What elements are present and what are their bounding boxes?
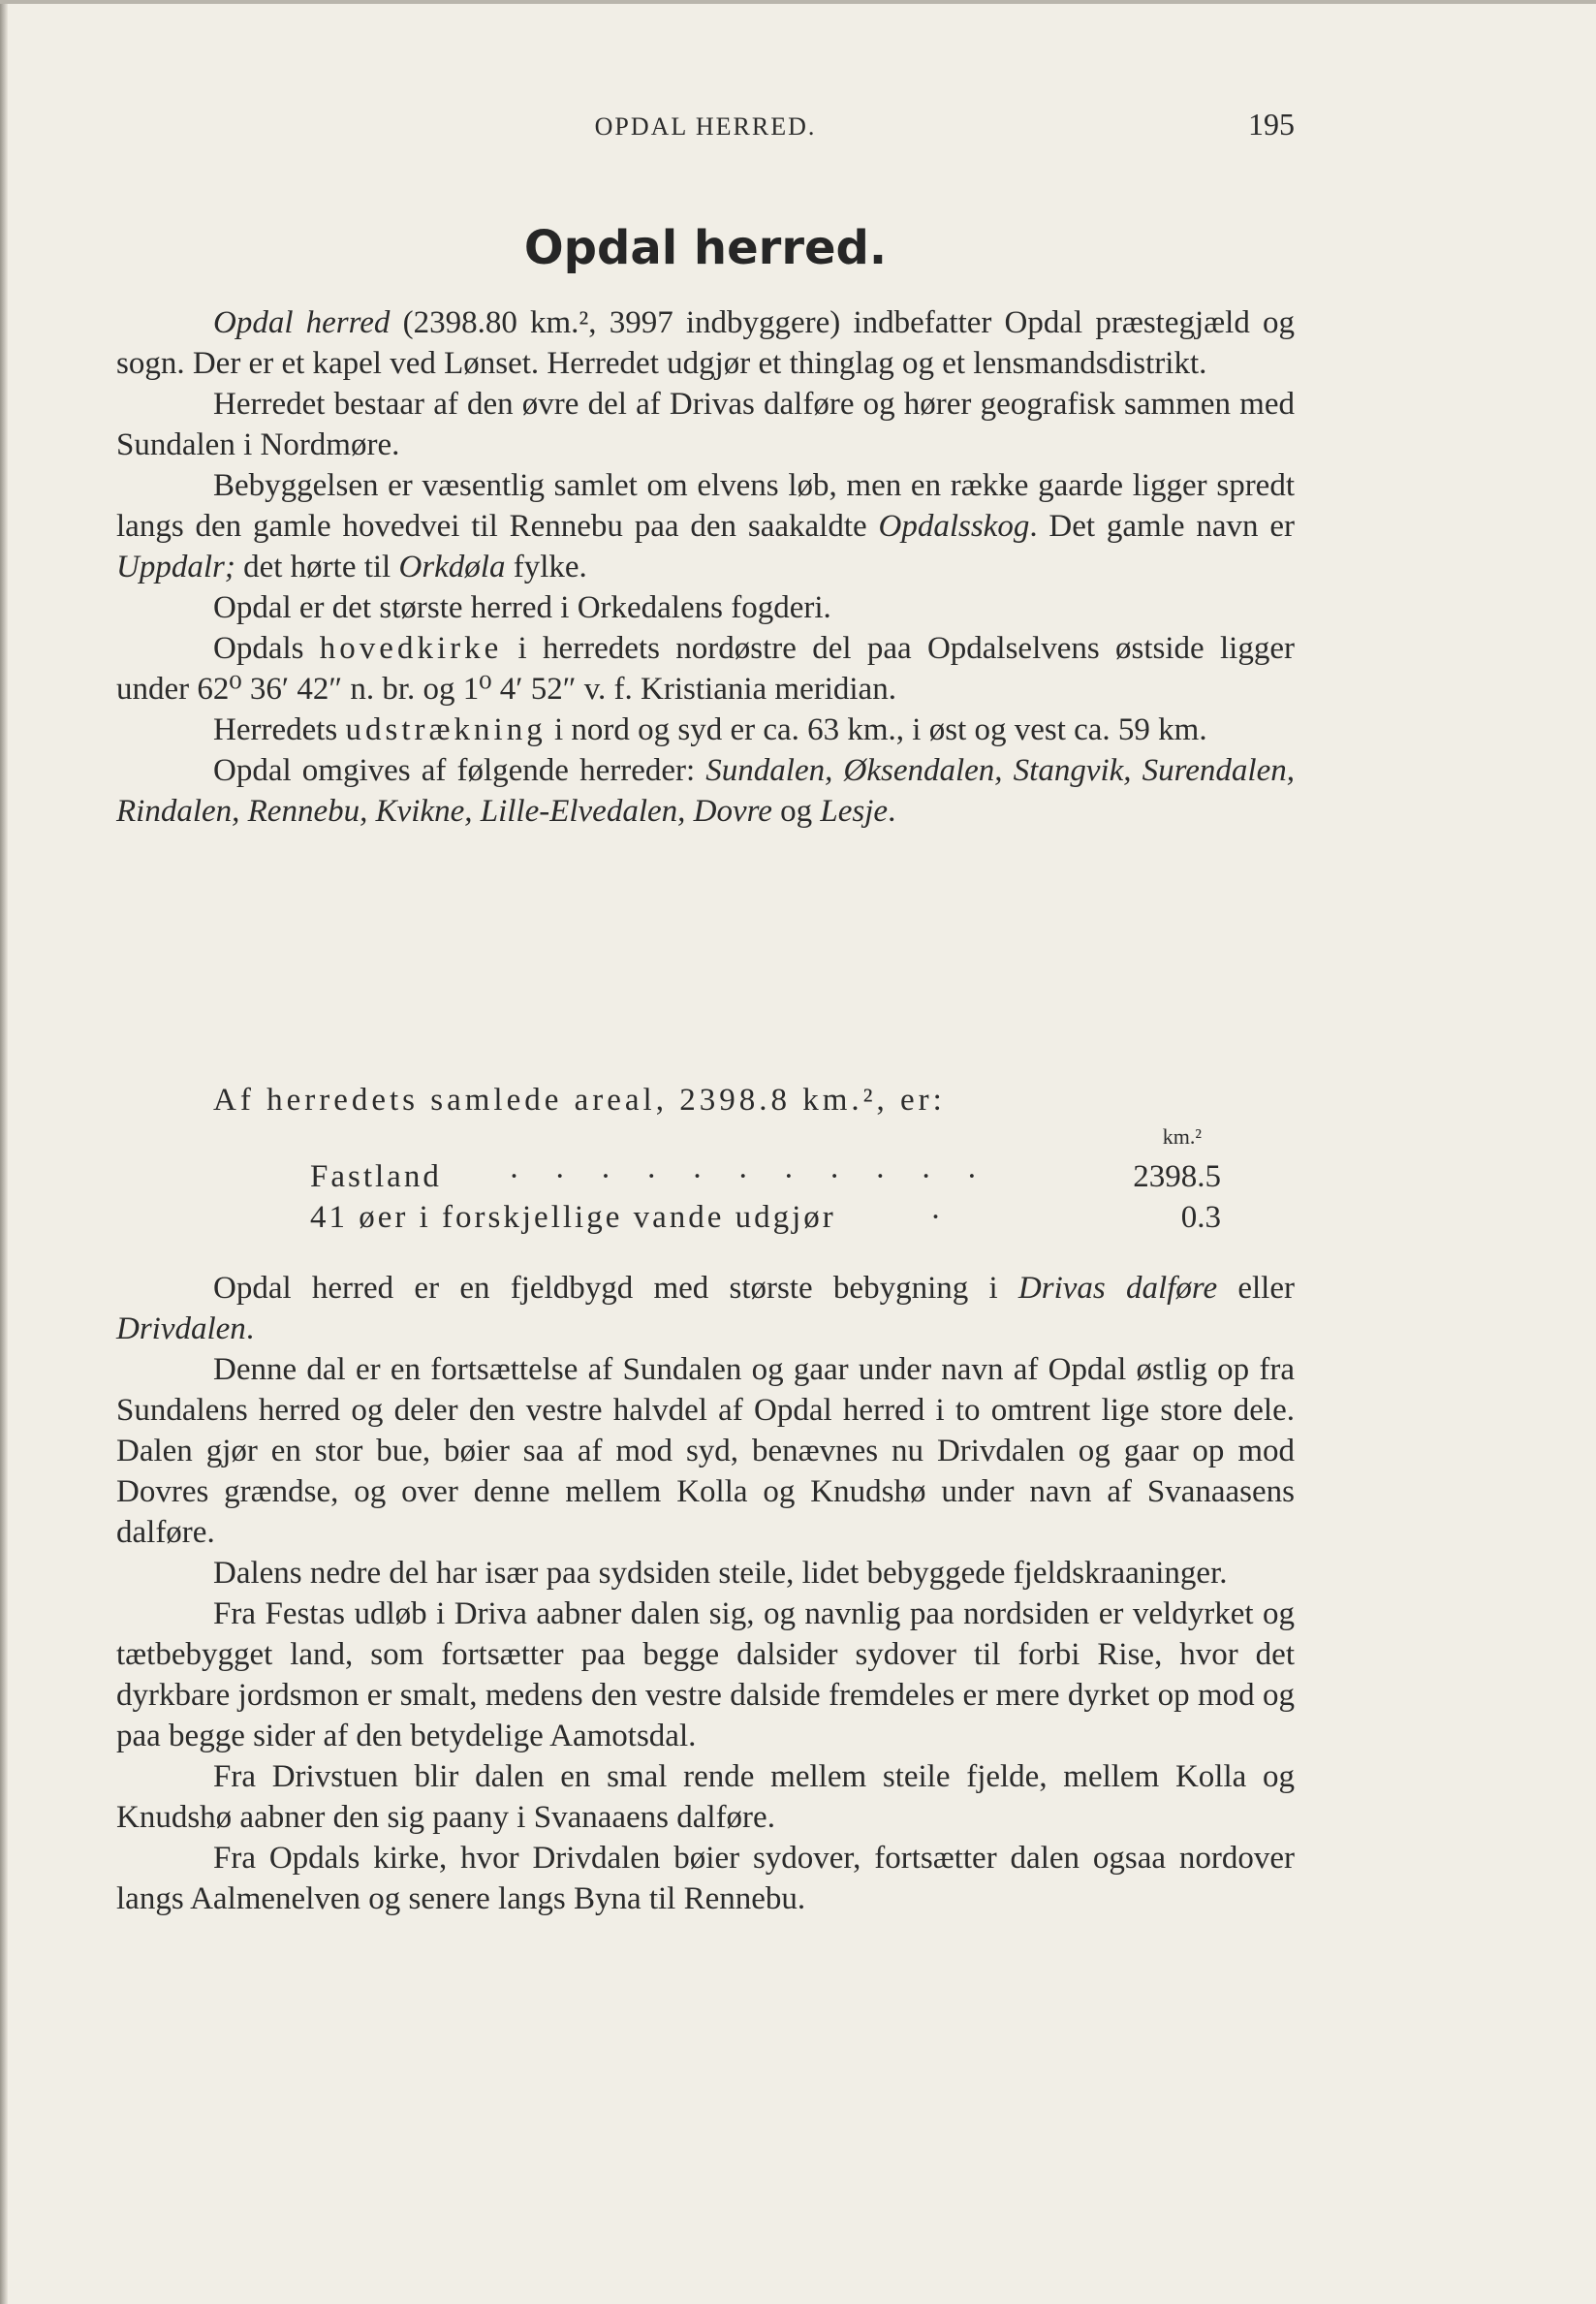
paragraph-valley-1 (116, 1268, 1295, 1349)
place-opdalsskog: Opdalsskog (878, 509, 1030, 544)
area-value: 0.3 (1180, 1200, 1221, 1235)
neighbour-lesje: Lesje (820, 794, 889, 829)
area-label: 41 øer i forskjellige vande udgjør (310, 1200, 836, 1235)
place-drivdalen: Drivdalen (116, 1311, 246, 1346)
text-block-intro (116, 302, 1295, 832)
paragraph-valley-4: Fra Festas udløb i Driva aabner dalen sig, og navnlig paa nordsiden er veldyrket og tætbebygget land, som fortsætter paa begge dalsider sydover til forbi Rise, hvor det dyrkbare jordsmon er smalt, medens den vestre dalside fremdeles er mere dyrket op mod og paa begge sider af den betydelige Aamotsdal. (116, 1596, 1295, 1753)
term-hovedkirke: hovedkirke (319, 631, 503, 666)
leader-dots: · · · · · · · · · · · (509, 1159, 991, 1194)
paragraph-extent (116, 710, 1295, 750)
running-title: OPDAL HERRED. (594, 112, 817, 141)
extent-text-b: i nord og syd er ca. 63 km., i øst og vest ca. 59 km. (546, 712, 1207, 747)
settlement-text-d: fylke. (505, 550, 587, 584)
running-header (116, 107, 1295, 145)
paragraph-settlement (116, 465, 1295, 587)
paragraph-valley-3: Dalens nedre del har især paa sydsiden steile, lidet bebyggede fjeldskraaninger. (213, 1556, 1228, 1591)
settlement-text-b: . Det gamle navn er (1029, 509, 1295, 544)
area-label: Fastland (310, 1159, 442, 1194)
valley1-text-c: . (245, 1311, 255, 1346)
neighbour-list: Sundalen, Øksendalen, Stangvik, Surendalen, Rindalen, Rennebu, Kvikne, Lille-Elvedalen, Dovre (116, 753, 1295, 829)
paragraph-neighbours (116, 750, 1295, 832)
extent-text-a: Herredets (213, 712, 346, 747)
church-text-a: Opdals (213, 631, 320, 666)
settlement-text-c: det hørte til (235, 550, 399, 584)
area-unit-header: km.² (1162, 1124, 1202, 1149)
area-value: 2398.5 (1133, 1159, 1221, 1194)
area-intro: Af herredets samlede areal, 2398.8 km.², er: (213, 1083, 946, 1118)
term-herred: Opdal herred (213, 305, 391, 340)
paragraph-valley-6: Fra Opdals kirke, hvor Drivdalen bøier sydover, fortsætter dalen ogsaa nordover langs Aalmenelven og senere langs Byna til Rennebu. (116, 1841, 1295, 1916)
paragraph-valley-5: Fra Drivstuen blir dalen en smal rende mellem steile fjelde, mellem Kolla og Knudshø aabner den sig paany i Svanaaens dalføre. (116, 1759, 1295, 1835)
neighbours-text-b: og (771, 794, 821, 829)
paragraph-church (116, 628, 1295, 710)
church-text-b: i herredets nordøstre del paa Opdalselvens østside ligger under 62⁰ 36′ 42″ n. br. og 1⁰ 4′ 52″ v. f. Kristiania meridian. (116, 631, 1295, 707)
area-table (116, 1124, 1295, 1250)
text-block-valley (116, 1268, 1295, 1919)
intro-stats: (2398.80 km.², 3997 indbyggere) indbefatter Opdal præstegjæld og sogn. Der er et kapel ved Lønset. Herredet udgjør et thinglag og et lensmandsdistrikt. (116, 305, 1295, 381)
neighbours-text-c: . (888, 794, 896, 829)
term-udstraekning: udstrækning (345, 712, 547, 747)
book-page (116, 0, 1295, 2304)
neighbours-text-a: Opdal omgives af følgende herreder: (213, 753, 706, 788)
page-number: 195 (1248, 107, 1295, 142)
paragraph-intro (116, 302, 1295, 384)
area-row-fastland (310, 1159, 1221, 1200)
settlement-text-a: Bebyggelsen er væsentlig samlet om elvens løb, men en række gaarde ligger spredt langs den gamle hovedvei til Rennebu paa den saakaldte (116, 468, 1295, 544)
valley1-text-b: eller (1217, 1271, 1295, 1306)
area-row-islands (310, 1200, 1221, 1241)
place-drivas-dalfore: Drivas dalføre (1017, 1271, 1218, 1306)
place-uppdalr: Uppdalr; (116, 550, 235, 584)
page-edge-shadow (0, 0, 8, 2304)
paragraph-geography: Herredet bestaar af den øvre del af Drivas dalføre og hører geografisk sammen med Sundalen i Nordmøre. (116, 387, 1295, 462)
place-orkdola: Orkdøla (398, 550, 506, 584)
paragraph-valley-2: Denne dal er en fortsættelse af Sundalen og gaar under navn af Opdal østlig op fra Sundalens herred og deler den vestre halvdel af Opdal herred i to omtrent lige store dele. Dalen gjør en stor bue, bøier saa af mod syd, benævnes nu Drivdalen og gaar op mod Dovres grændse, og over denne mellem Kolla og Knudshø under navn af Svanaasens dalføre. (116, 1352, 1295, 1550)
valley1-text-a: Opdal herred er en fjeldbygd med største bebygning i (213, 1271, 1018, 1306)
leader-dots: · (930, 1200, 941, 1235)
paragraph-fogderi: Opdal er det største herred i Orkedalens fogderi. (213, 590, 831, 625)
chapter-title: Opdal herred. (523, 221, 888, 275)
